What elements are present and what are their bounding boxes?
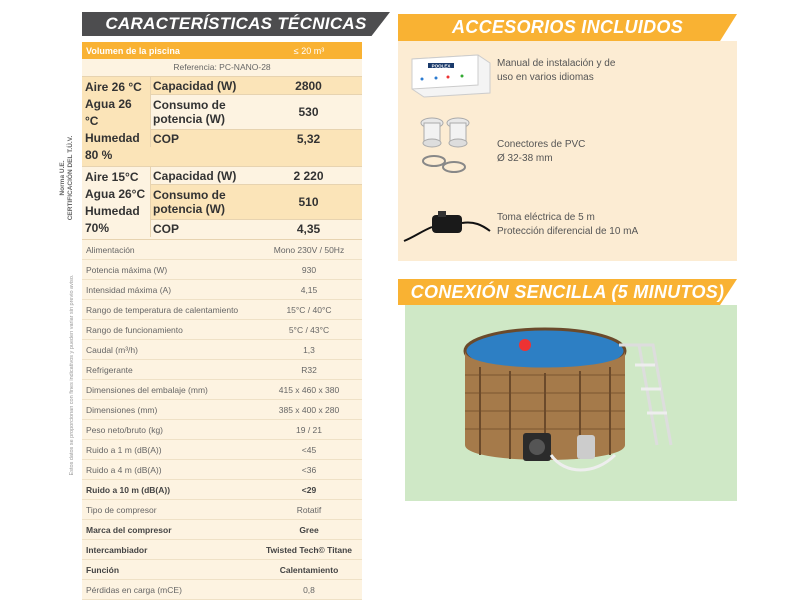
spec-value: <29 bbox=[301, 484, 317, 495]
reference-row: Referencia: PC-NANO-28 bbox=[82, 59, 362, 77]
condition-value: 2800 bbox=[295, 78, 322, 93]
accessory-power-plug bbox=[497, 211, 638, 239]
spec-value: 930 bbox=[301, 264, 317, 275]
spec-row bbox=[82, 380, 362, 400]
spec-value: Rotatif bbox=[296, 504, 322, 515]
spec-value: 4,15 bbox=[300, 284, 318, 295]
condition-key: COP bbox=[153, 221, 180, 236]
condition-label bbox=[82, 167, 150, 239]
spec-row bbox=[82, 420, 362, 440]
spec-key: Caudal (m³/h) bbox=[86, 344, 138, 355]
accessories-title-banner bbox=[398, 14, 737, 41]
spec-key: Rango de funcionamiento bbox=[86, 324, 183, 335]
norm-side-note bbox=[56, 130, 78, 225]
condition-grid bbox=[150, 77, 362, 166]
spec-key: Intensidad máxima (A) bbox=[86, 284, 172, 295]
power-cable-icon bbox=[402, 201, 492, 247]
spec-rows bbox=[82, 240, 362, 600]
condition-row bbox=[150, 220, 362, 237]
spec-key: Dimensiones del embalaje (mm) bbox=[86, 384, 208, 395]
norm-label: Norma U.E. bbox=[59, 159, 66, 196]
spec-key: Intercambiador bbox=[86, 544, 148, 555]
pvc-connectors-icon bbox=[412, 111, 480, 181]
cert-label: CERTIFICACIÓN DEL T.Ü.V. bbox=[67, 135, 74, 220]
disclaimer-text: Estos datos se proporcionan con fines indicativos y pueden variar sin previo aviso. bbox=[69, 274, 75, 476]
spec-key: Alimentación bbox=[86, 244, 135, 255]
accessories-title: ACCESORIOS INCLUIDOS bbox=[451, 17, 684, 37]
spec-value: 5°C / 43°C bbox=[288, 324, 330, 335]
condition-line: Humedad bbox=[85, 131, 140, 145]
accessory-line: Manual de instalación y de bbox=[497, 58, 616, 69]
spec-row bbox=[82, 400, 362, 420]
condition-label bbox=[82, 77, 150, 166]
condition-row bbox=[150, 185, 362, 220]
spec-row bbox=[82, 460, 362, 480]
condition-line: 70% bbox=[85, 221, 110, 235]
spec-key: Peso neto/bruto (kg) bbox=[86, 424, 164, 435]
connection-title: CONEXIÓN SENCILLA (5 MINUTOS) bbox=[410, 282, 725, 302]
spec-value: 15°C / 40°C bbox=[286, 304, 332, 315]
condition-value: 4,35 bbox=[296, 221, 321, 236]
spec-value: Calentamiento bbox=[279, 564, 339, 575]
condition-row bbox=[150, 167, 362, 185]
spec-key: Función bbox=[86, 564, 120, 575]
accessory-line: Protección diferencial de 10 mA bbox=[497, 226, 639, 237]
spec-table bbox=[82, 42, 362, 600]
spec-key: Ruido a 4 m (dB(A)) bbox=[86, 464, 162, 475]
spec-header-row bbox=[82, 42, 362, 59]
accessories-panel bbox=[398, 41, 737, 261]
spec-value: Gree bbox=[299, 524, 319, 535]
spec-row bbox=[82, 300, 362, 320]
condition-block-1 bbox=[82, 77, 362, 167]
condition-value: 2 220 bbox=[293, 168, 324, 183]
condition-line: Aire 15°C bbox=[85, 170, 139, 184]
condition-block-2 bbox=[82, 167, 362, 240]
spec-row bbox=[82, 520, 362, 540]
condition-grid bbox=[150, 167, 362, 239]
spec-row bbox=[82, 440, 362, 460]
condition-key: Consumo de potencia (W) bbox=[153, 188, 226, 216]
pool-scene-icon bbox=[405, 305, 737, 501]
spec-value: Mono 230V / 50Hz bbox=[273, 244, 345, 255]
spec-key: Rango de temperatura de calentamiento bbox=[86, 304, 239, 315]
specs-title-banner bbox=[82, 12, 390, 36]
condition-line: Aire 26 °C bbox=[85, 80, 142, 94]
spec-value: 415 x 460 x 380 bbox=[278, 384, 340, 395]
condition-key: Consumo de potencia (W) bbox=[153, 98, 226, 126]
spec-value: <45 bbox=[301, 444, 317, 455]
spec-key: Pérdidas en carga (mCE) bbox=[86, 584, 182, 595]
specs-title: CARACTERÍSTICAS TÉCNICAS bbox=[105, 14, 367, 33]
spec-key: Ruido a 1 m (dB(A)) bbox=[86, 444, 162, 455]
condition-value: 5,32 bbox=[296, 131, 321, 146]
condition-key: Capacidad (W) bbox=[153, 78, 237, 93]
spec-value: 385 x 400 x 280 bbox=[278, 404, 340, 415]
header-value: ≤ 20 m³ bbox=[293, 45, 325, 56]
header-label: Volumen de la piscina bbox=[86, 45, 180, 56]
spec-row bbox=[82, 500, 362, 520]
condition-line: Humedad bbox=[85, 204, 140, 218]
spec-key: Potencia máxima (W) bbox=[86, 264, 168, 275]
disclaimer-side-note bbox=[66, 260, 78, 490]
accessory-manual bbox=[497, 57, 615, 85]
brand-logo: POOLEX bbox=[431, 63, 451, 69]
accessory-line: Conectores de PVC bbox=[497, 139, 586, 150]
condition-value: 510 bbox=[298, 195, 319, 209]
spec-value: 1,3 bbox=[303, 344, 315, 355]
spec-key: Ruido a 10 m (dB(A)) bbox=[86, 484, 171, 495]
spec-row bbox=[82, 260, 362, 280]
spec-value: R32 bbox=[301, 364, 317, 375]
condition-line: Agua 26°C bbox=[85, 187, 146, 201]
condition-row bbox=[150, 95, 362, 130]
spec-row bbox=[82, 480, 362, 500]
condition-line: 80 % bbox=[85, 148, 113, 162]
spec-value: 19 / 21 bbox=[296, 424, 322, 435]
spec-row bbox=[82, 580, 362, 600]
spec-key: Dimensiones (mm) bbox=[86, 404, 158, 415]
condition-row bbox=[150, 130, 362, 147]
accessory-line: Ø 32-38 mm bbox=[497, 153, 553, 164]
spec-value: 0,8 bbox=[303, 584, 315, 595]
spec-key: Tipo de compresor bbox=[86, 504, 157, 515]
spec-row bbox=[82, 540, 362, 560]
connection-title-banner bbox=[398, 279, 737, 305]
condition-key: Capacidad (W) bbox=[153, 168, 237, 183]
spec-row bbox=[82, 280, 362, 300]
accessory-connectors bbox=[497, 138, 585, 166]
spec-row bbox=[82, 340, 362, 360]
condition-row bbox=[150, 77, 362, 95]
accessory-line: Toma eléctrica de 5 m bbox=[497, 212, 595, 223]
condition-key: COP bbox=[153, 131, 180, 146]
spec-row bbox=[82, 360, 362, 380]
manual-box-icon bbox=[408, 53, 492, 99]
pool-illustration bbox=[405, 305, 737, 501]
condition-value: 530 bbox=[298, 105, 319, 119]
accessory-line: uso en varios idiomas bbox=[497, 72, 594, 83]
spec-row bbox=[82, 320, 362, 340]
spec-key: Refrigerante bbox=[86, 364, 133, 375]
spec-row bbox=[82, 240, 362, 260]
spec-value: Twisted Tech© Titane bbox=[265, 544, 353, 555]
spec-key: Marca del compresor bbox=[86, 524, 172, 535]
condition-line: Agua 26 °C bbox=[85, 97, 132, 128]
spec-row bbox=[82, 560, 362, 580]
spec-value: <36 bbox=[301, 464, 317, 475]
